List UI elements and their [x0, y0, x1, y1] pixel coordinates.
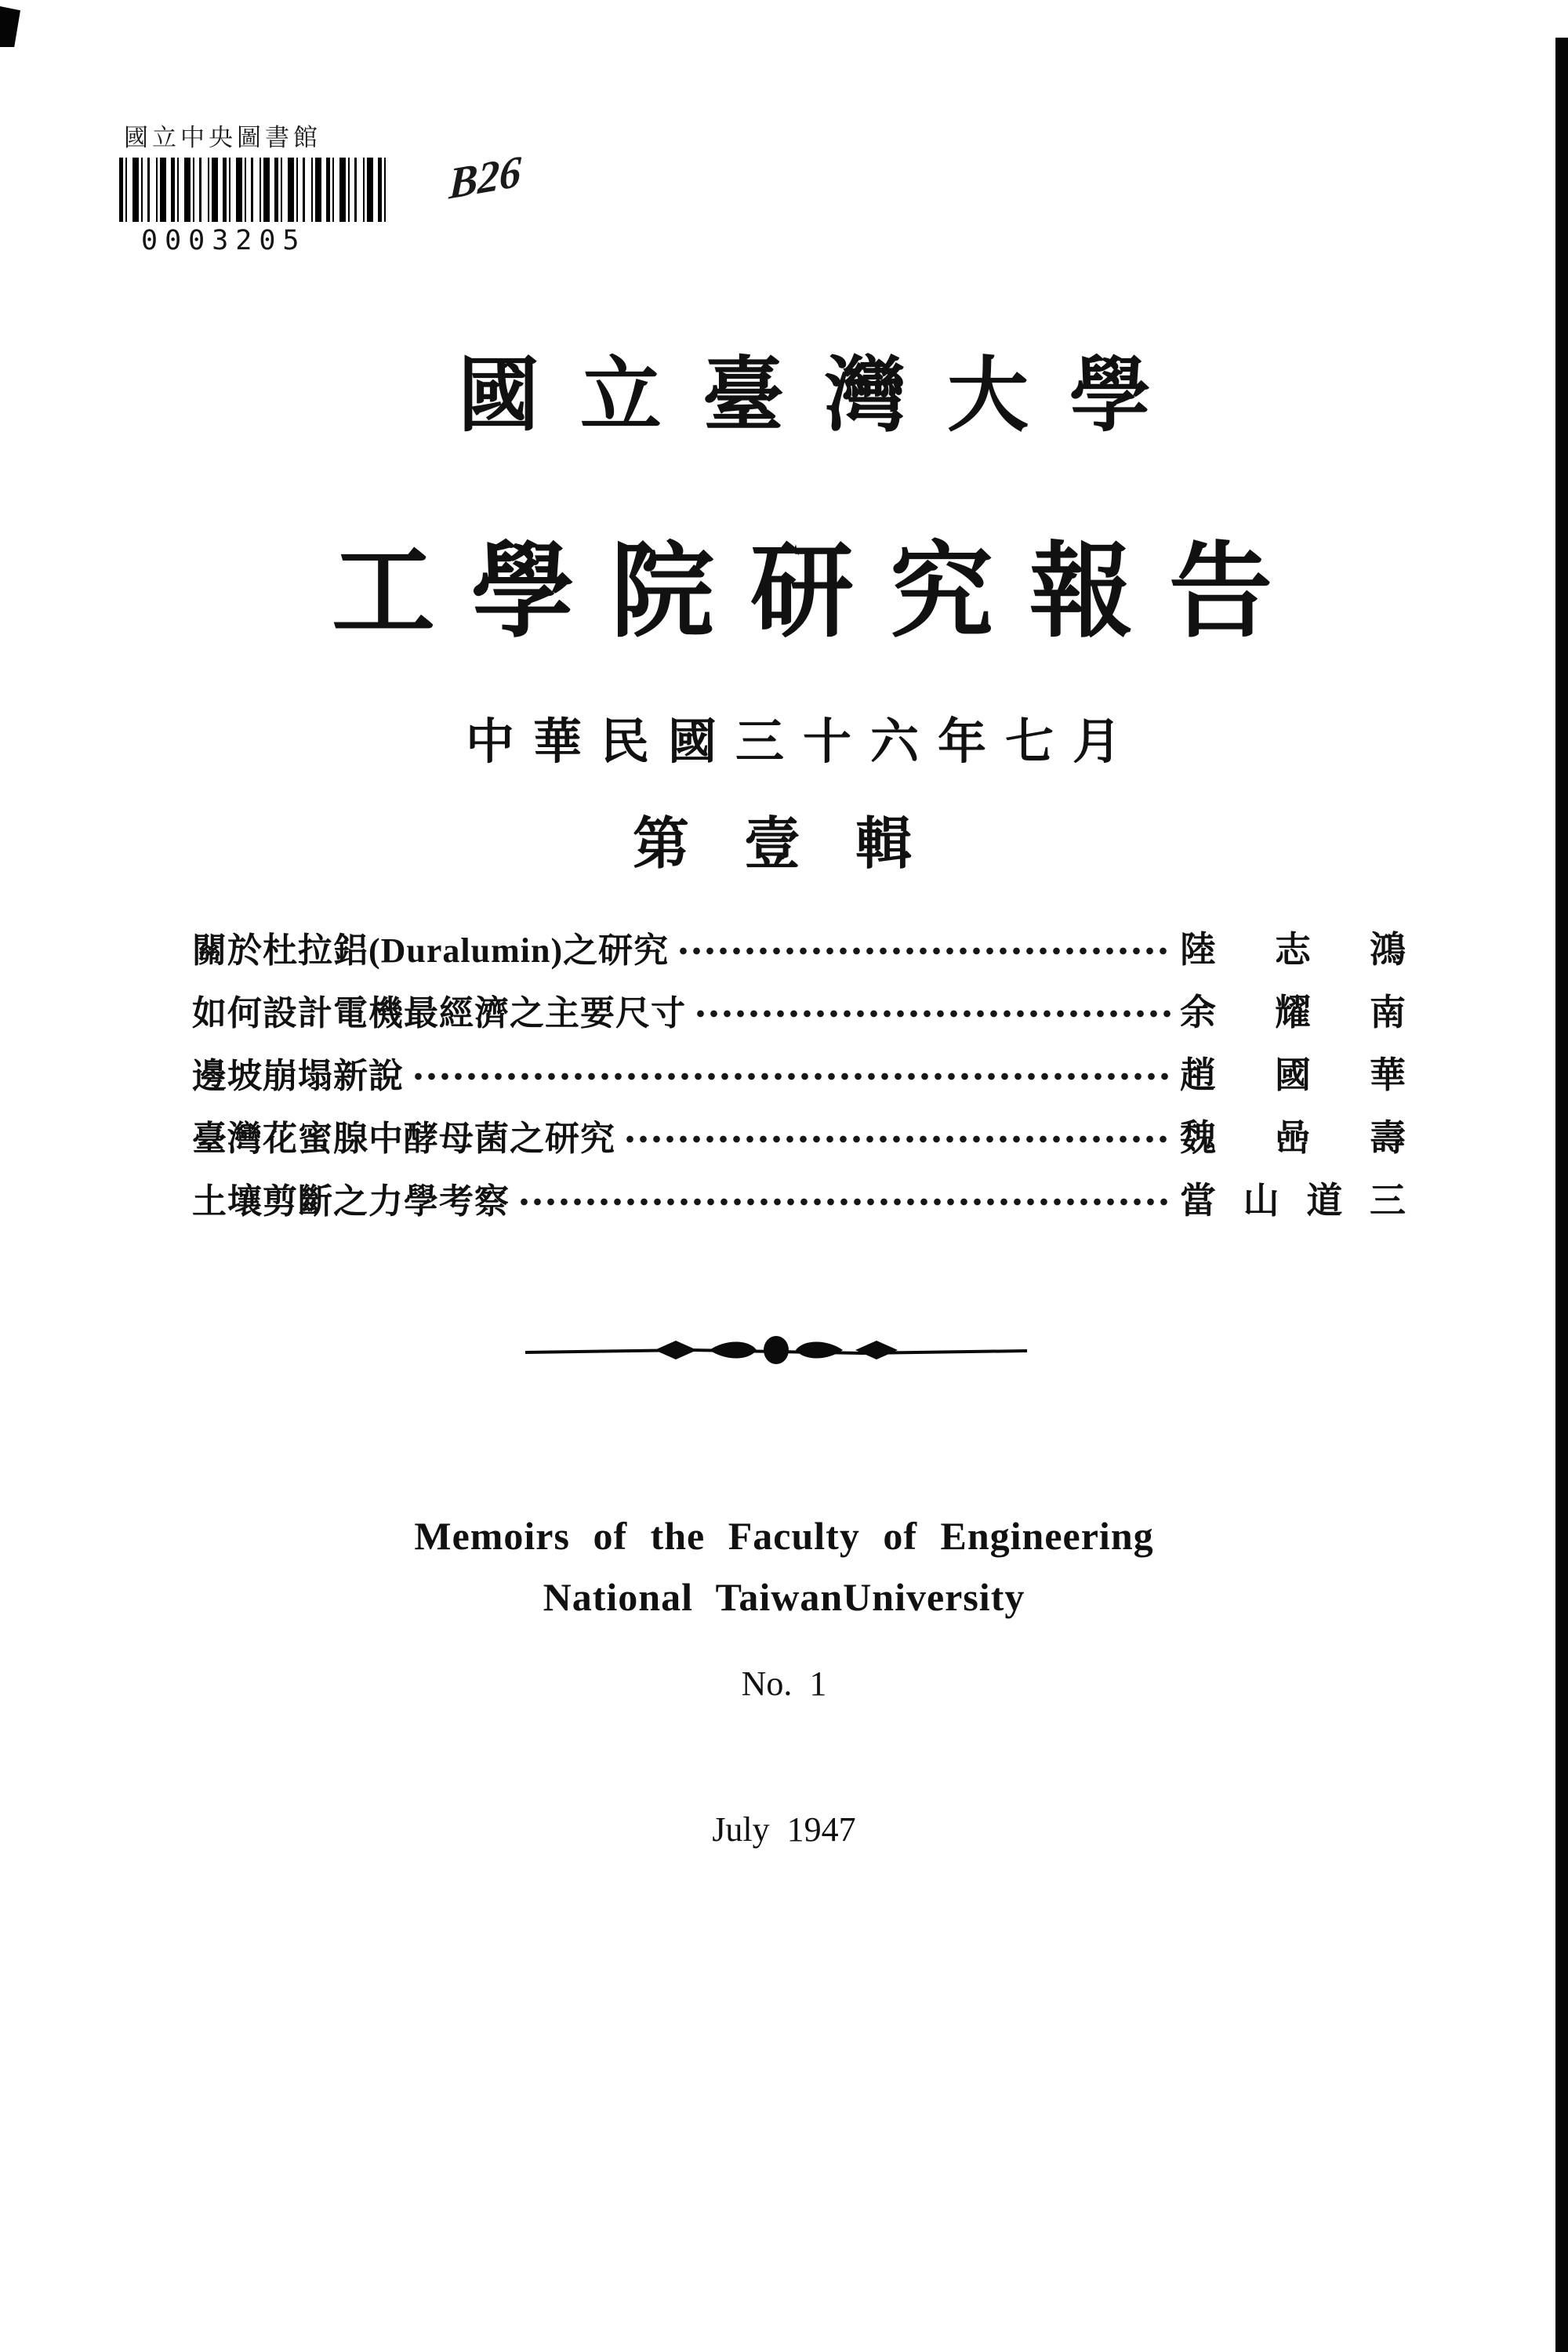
dot-leader [694, 1009, 1172, 1018]
barcode [119, 158, 390, 222]
dot-leader [677, 946, 1172, 956]
dot-leader [412, 1072, 1172, 1081]
library-stamp-text: 國立中央圖書館 [124, 124, 321, 151]
issue-number: No. 1 [741, 1664, 827, 1703]
toc-item-author: 陸志鴻 [1180, 930, 1406, 970]
english-title-line1: Memoirs of the Faculty of Engineering [414, 1514, 1154, 1558]
toc-row [192, 978, 1406, 1041]
ornamental-divider-rule [525, 1333, 1027, 1367]
toc-row [192, 1041, 1406, 1104]
toc-item-title: 關於杜拉鋁(Duralumin)之研究 [192, 931, 670, 970]
library-label [119, 118, 522, 256]
toc-item-author: 余耀南 [1180, 993, 1406, 1033]
toc-row [192, 1167, 1406, 1229]
handwritten-note: B26 [448, 147, 522, 209]
toc-row [192, 1104, 1406, 1167]
barcode-number: 0003205 [141, 225, 307, 256]
dot-leader [517, 1197, 1172, 1207]
toc-item-author: 趙國華 [1180, 1055, 1406, 1095]
university-title-zh: 國立臺灣大學 [457, 351, 1192, 441]
volume-number-zh: 第壹輯 [632, 813, 967, 876]
table-of-contents [192, 916, 1406, 1229]
toc-item-title: 邊坡崩塌新說 [192, 1057, 404, 1095]
toc-item-title: 臺灣花蜜腺中酵母菌之研究 [192, 1120, 615, 1158]
toc-item-author: 當山道三 [1180, 1181, 1406, 1221]
toc-item-author: 魏喦壽 [1180, 1118, 1406, 1158]
publication-date-en: July 1947 [712, 1810, 856, 1849]
scan-corner-artifact [0, 6, 20, 47]
publication-date-zh: 中華民國三十六年七月 [465, 716, 1140, 769]
toc-row [192, 916, 1406, 978]
report-title-zh: 工學院研究報告 [332, 535, 1308, 650]
english-title-line2: National TaiwanUniversity [543, 1575, 1025, 1619]
toc-item-title: 如何設計電機最經濟之主要尺寸 [192, 994, 686, 1033]
dot-leader [623, 1134, 1172, 1144]
toc-item-title: 土壤剪斷之力學考察 [192, 1182, 510, 1221]
